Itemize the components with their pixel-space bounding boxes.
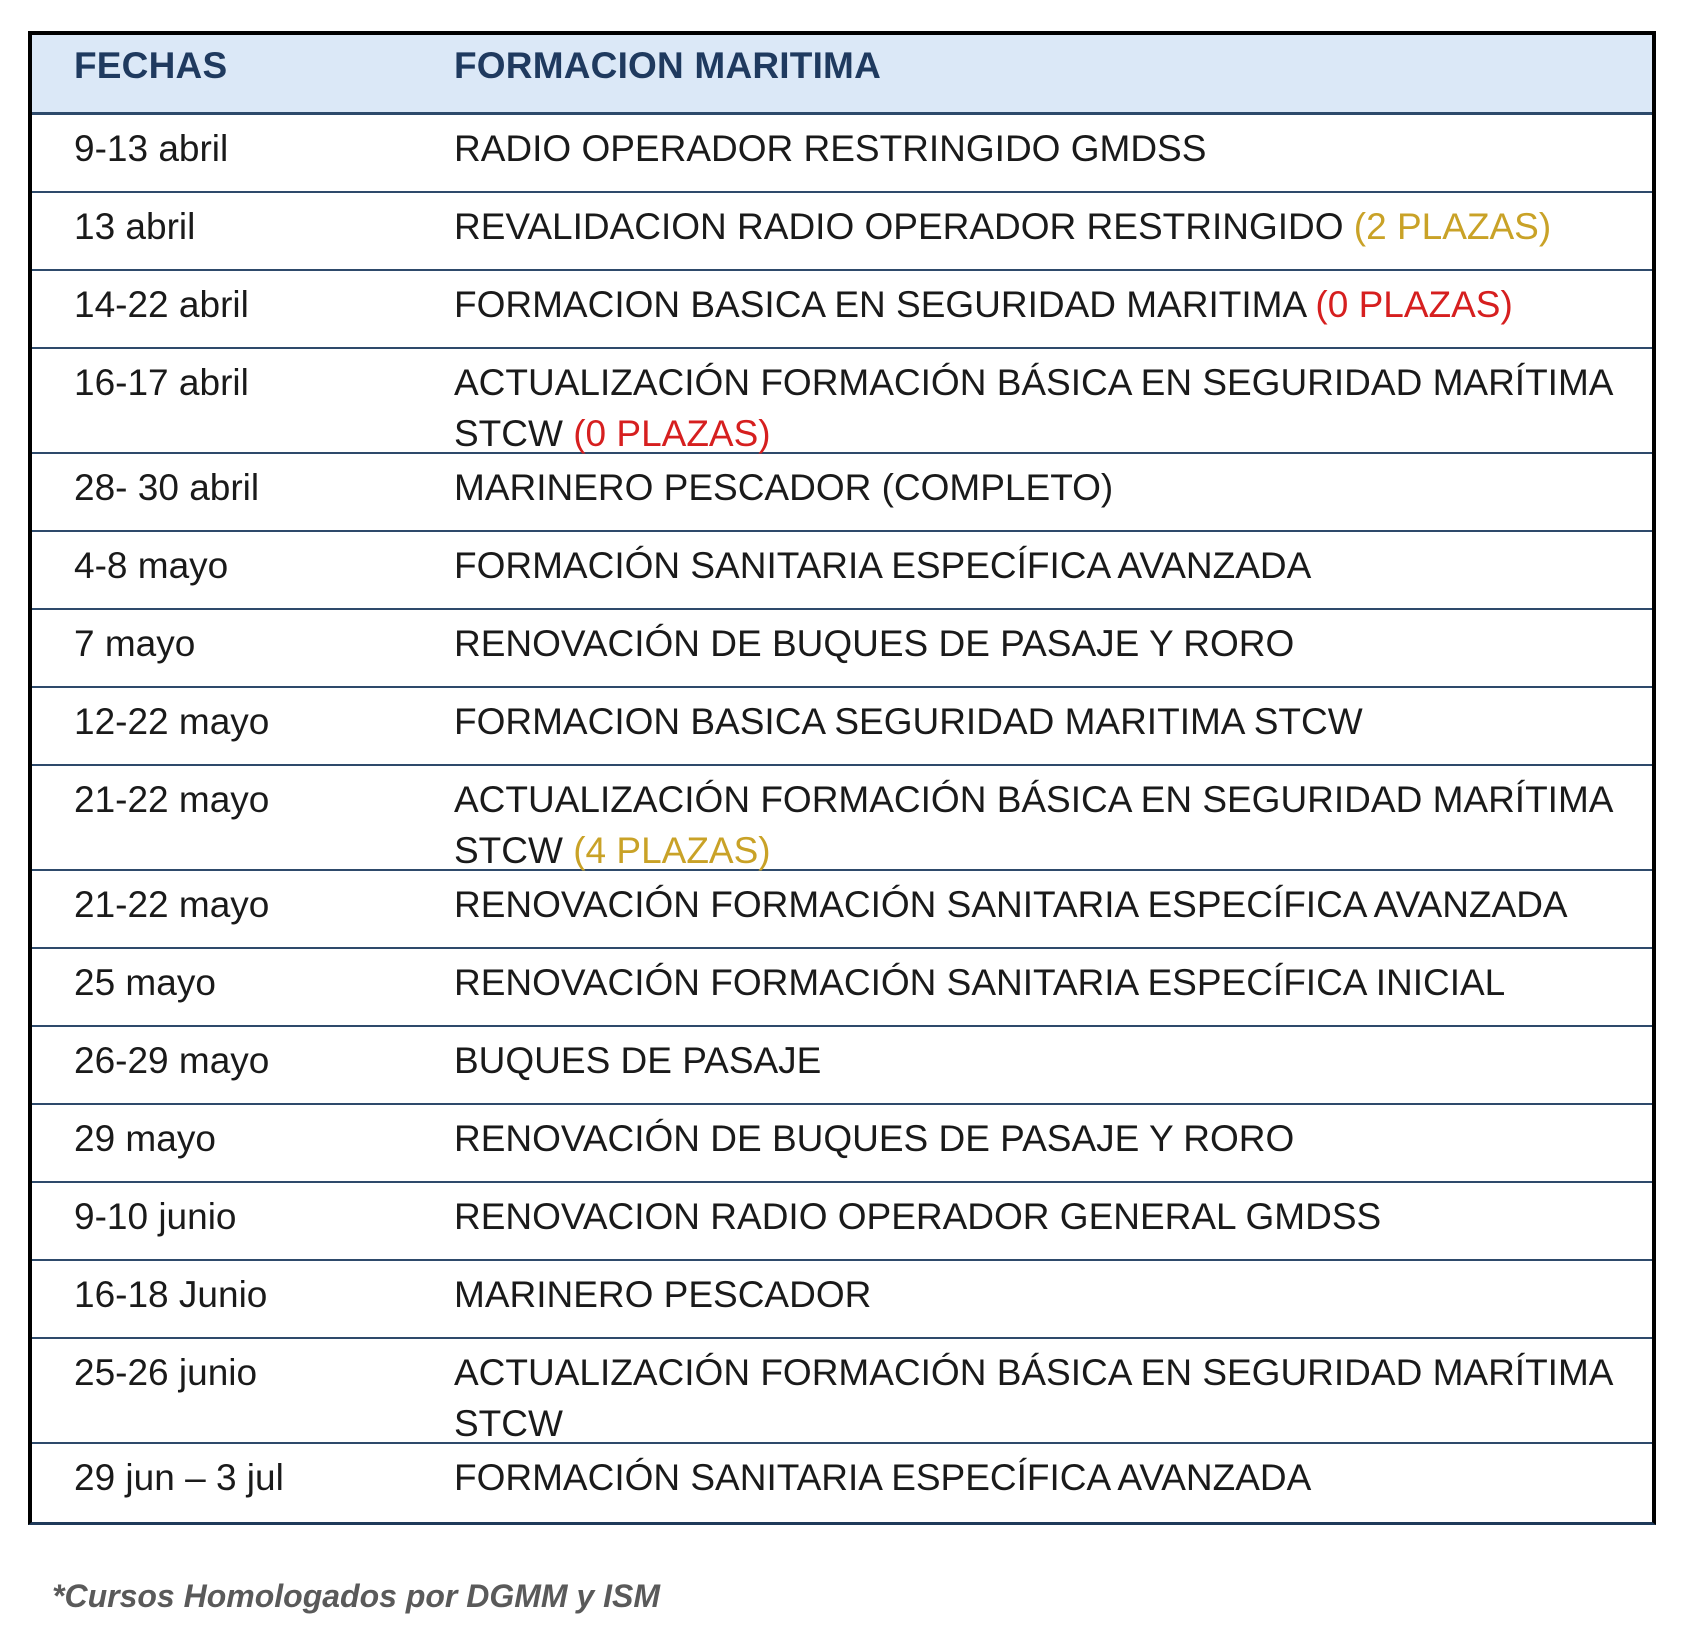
course-title: RADIO OPERADOR RESTRINGIDO GMDSS bbox=[454, 128, 1207, 169]
table-header bbox=[32, 35, 1652, 115]
course-title: FORMACIÓN SANITARIA ESPECÍFICA AVANZADA bbox=[454, 1457, 1312, 1498]
row-course bbox=[454, 1269, 1634, 1320]
row-date: 21-22 mayo bbox=[74, 884, 270, 925]
row-date: 16-17 abril bbox=[74, 362, 249, 403]
row-date: 13 abril bbox=[74, 206, 196, 247]
row-course bbox=[454, 618, 1634, 669]
row-course bbox=[454, 1035, 1634, 1086]
table-row bbox=[32, 193, 1652, 271]
course-title: RENOVACIÓN DE BUQUES DE PASAJE Y RORO bbox=[454, 1118, 1295, 1159]
course-title: FORMACION BASICA EN SEGURIDAD MARITIMA bbox=[454, 284, 1306, 325]
table-row bbox=[32, 1105, 1652, 1183]
row-date: 7 mayo bbox=[74, 623, 196, 664]
row-course bbox=[454, 1452, 1634, 1503]
row-course bbox=[454, 1191, 1634, 1242]
course-title: MARINERO PESCADOR (COMPLETO) bbox=[454, 467, 1114, 508]
availability-note: (2 PLAZAS) bbox=[1353, 206, 1552, 247]
availability-note: (4 PLAZAS) bbox=[573, 830, 771, 871]
row-course bbox=[454, 879, 1634, 930]
course-title: ACTUALIZACIÓN FORMACIÓN BÁSICA EN SEGURIDAD MARÍTIMA STCW bbox=[454, 1352, 1612, 1444]
row-date: 29 mayo bbox=[74, 1118, 216, 1159]
table-row bbox=[32, 271, 1652, 349]
course-title: MARINERO PESCADOR bbox=[454, 1274, 872, 1315]
row-date: 26-29 mayo bbox=[74, 1040, 270, 1081]
table-row bbox=[32, 454, 1652, 532]
course-title: RENOVACION RADIO OPERADOR GENERAL GMDSS bbox=[454, 1196, 1382, 1237]
table-row bbox=[32, 1183, 1652, 1261]
table-row bbox=[32, 766, 1652, 871]
row-course bbox=[454, 279, 1634, 330]
row-course bbox=[454, 1347, 1634, 1449]
course-title: BUQUES DE PASAJE bbox=[454, 1040, 822, 1081]
row-date: 9-10 junio bbox=[74, 1196, 237, 1237]
course-title: FORMACIÓN SANITARIA ESPECÍFICA AVANZADA bbox=[454, 545, 1312, 586]
row-date: 21-22 mayo bbox=[74, 779, 270, 820]
course-title: ACTUALIZACIÓN FORMACIÓN BÁSICA EN SEGURIDAD MARÍTIMA STCW bbox=[454, 362, 1612, 454]
course-schedule-table bbox=[28, 31, 1656, 1525]
course-title: REVALIDACION RADIO OPERADOR RESTRINGIDO bbox=[454, 206, 1344, 247]
row-course bbox=[454, 462, 1634, 513]
availability-note: (0 PLAZAS) bbox=[1315, 284, 1513, 325]
row-date: 28- 30 abril bbox=[74, 467, 260, 508]
table-row bbox=[32, 1444, 1652, 1522]
table-row bbox=[32, 349, 1652, 454]
row-date: 12-22 mayo bbox=[74, 701, 270, 742]
row-date: 29 jun – 3 jul bbox=[74, 1457, 284, 1498]
course-title: RENOVACIÓN FORMACIÓN SANITARIA ESPECÍFICA INICIAL bbox=[454, 962, 1506, 1003]
row-course bbox=[454, 696, 1634, 747]
course-title: RENOVACIÓN FORMACIÓN SANITARIA ESPECÍFICA AVANZADA bbox=[454, 884, 1568, 925]
table-row bbox=[32, 532, 1652, 610]
table-row bbox=[32, 1027, 1652, 1105]
table-row bbox=[32, 688, 1652, 766]
table-row bbox=[32, 949, 1652, 1027]
row-course bbox=[454, 1113, 1634, 1164]
row-date: 9-13 abril bbox=[74, 128, 229, 169]
row-date: 25 mayo bbox=[74, 962, 216, 1003]
table-row bbox=[32, 871, 1652, 949]
table-body bbox=[32, 115, 1652, 1522]
row-course bbox=[454, 957, 1634, 1008]
row-date: 14-22 abril bbox=[74, 284, 249, 325]
row-date: 4-8 mayo bbox=[74, 545, 229, 586]
table-row bbox=[32, 610, 1652, 688]
table-row bbox=[32, 115, 1652, 193]
row-date: 16-18 Junio bbox=[74, 1274, 268, 1315]
course-title: ACTUALIZACIÓN FORMACIÓN BÁSICA EN SEGURIDAD MARÍTIMA STCW bbox=[454, 779, 1612, 871]
table-row bbox=[32, 1261, 1652, 1339]
row-course bbox=[454, 540, 1634, 591]
row-course bbox=[454, 357, 1634, 459]
header-course: FORMACION MARITIMA bbox=[454, 45, 881, 86]
table-row bbox=[32, 1339, 1652, 1444]
row-course bbox=[454, 774, 1634, 876]
footnote: *Cursos Homologados por DGMM y ISM bbox=[52, 1578, 661, 1614]
header-dates: FECHAS bbox=[74, 45, 228, 86]
availability-note: (0 PLAZAS) bbox=[573, 413, 771, 454]
row-course bbox=[454, 123, 1634, 174]
row-course bbox=[454, 201, 1634, 252]
course-title: FORMACION BASICA SEGURIDAD MARITIMA STCW bbox=[454, 701, 1363, 742]
course-title: RENOVACIÓN DE BUQUES DE PASAJE Y RORO bbox=[454, 623, 1295, 664]
row-date: 25-26 junio bbox=[74, 1352, 258, 1393]
